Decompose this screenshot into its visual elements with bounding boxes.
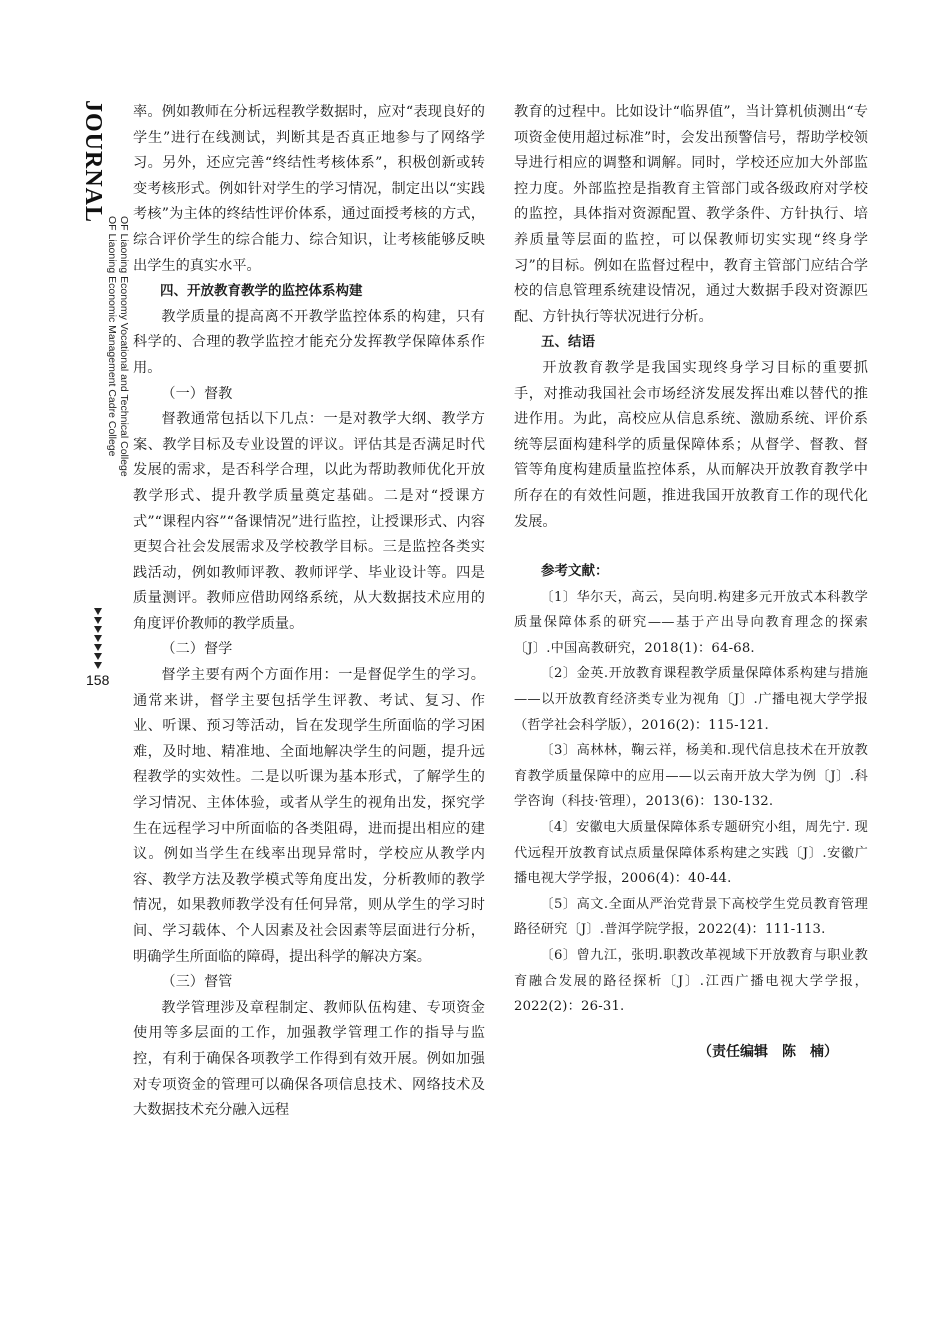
section-heading: 四、开放教育教学的监控体系构建	[160, 283, 363, 300]
subsection-heading: （一）督教	[161, 385, 233, 402]
paragraph: 教育的过程中。比如设计“临界值”，当计算机侦测出“专项资金使用超过标准”时，会发出预警信号，帮助学校领导进行相应的调整和调解。同时，学校还应加大外部监控力度。外部监控是指教育主管部门或各级政府对学校的监控，具体指对资源配置、教学条件、方针执行、培养质量等层面的监控，可以保教师切实实现“终身学习”的目标。例如在监督过程中，教育主管部门应结合学校的信息管理系统建设情况，通过大数据手段对资源匹配、方针执行等状况进行分析。	[514, 104, 868, 325]
journal-subtitle-line-2: OF Liaoning Economic Management Cadre College	[106, 216, 118, 457]
reference-item: 〔1〕华尔天，高云，吴向明.构建多元开放式本科教学质量保障体系的研究——基于产出导向教育理念的探索〔J〕.中国高教研究，2018(1)：64-68.	[514, 589, 868, 656]
journal-subtitle	[106, 216, 130, 477]
reference-item: 〔6〕曾九江，张明.职教改革视域下开放教育与职业教育融合发展的路径探析〔J〕.江西广播电视大学学报，2022(2)：26-31.	[514, 948, 868, 1015]
paragraph: 督学主要有两个方面作用：一是督促学生的学习。通常来讲，督学主要包括学生评教、考试、复习、作业、听课、预习等活动，旨在发现学生所面临的学习困难，及时地、精准地、全面地解决学生的问题，提升远程教学的实效性。二是以听课为基本形式，了解学生的学习情况、主体体验，或者从学生的视角出发，探究学生在远程学习中所面临的各类阻碍，进而提出相应的建议。例如当学生在线率出现异常时，学校应从教学内容、教学方法及教学模式等角度出发，分析教师的教学情况，如果教师教学没有任何异常，则从学生的学习时间、学习载体、个人因素及社会因素等层面进行分析，明确学生所面临的障碍，提出科学的解决方案。	[133, 667, 485, 965]
paragraph: 开放教育教学是我国实现终身学习目标的重要抓手，对推动我国社会市场经济发展发挥出难以替代的推进作用。为此，高校应从信息系统、激励系统、评价系统等层面构建科学的质量保障体系；从督学、督教、督管等角度构建质量监控体系，从而解决开放教育教学中所存在的有效性问题，推进我国开放教育工作的现代化发展。	[514, 359, 868, 530]
paragraph: 教学管理涉及章程制定、教师队伍构建、专项资金使用等多层面的工作，加强教学管理工作的指导与监控，有利于确保各项教学工作得到有效开展。例如加强对专项资金的管理可以确保各项信息技术、网络技术及大数据技术充分融入远程	[133, 999, 485, 1119]
arrow-decoration	[91, 608, 105, 671]
journal-title: JOURNAL	[80, 100, 106, 224]
journal-subtitle-line-1: OF Liaoning Economy Vocational and Technical College	[118, 216, 130, 477]
references-heading: 参考文献：	[541, 563, 609, 580]
reference-item: 〔5〕高文.全面从严治党背景下高校学生党员教育管理路径研究〔J〕.普洱学院学报，2022(4)：111-113.	[514, 896, 868, 938]
reference-item: 〔3〕高林林，鞠云祥，杨美和.现代信息技术在开放教育教学质量保障中的应用——以云南开放大学为例〔J〕.科学咨询（科技·管理），2013(6)：130-132.	[514, 743, 868, 810]
subsection-heading: （二）督学	[161, 641, 233, 658]
page-number: 158	[86, 672, 110, 688]
reference-item: 〔2〕金英.开放教育课程教学质量保障体系构建与措施——以开放教育经济类专业为视角〔J〕.广播电视大学学报（哲学社会科学版），2016(2)：115-121.	[514, 666, 868, 733]
left-column	[133, 100, 485, 1124]
subsection-heading: （三）督管	[161, 974, 233, 991]
right-column	[514, 100, 868, 1065]
section-heading: 五、结语	[541, 334, 595, 351]
paragraph: 督教通常包括以下几点：一是对教学大纲、教学方案、教学目标及专业设置的评议。评估其是否满足时代发展的需求，是否科学合理，以此为帮助教师优化开放教学形式、提升教学质量奠定基础。二是对“授课方式”“课程内容”“备课情况”进行监控，让授课形式、内容更契合社会发展需求及学校教学目标。三是监控各类实践活动，例如教师评教、教师评学、毕业设计等。四是质量测评。教师应借助网络系统，从大数据技术应用的角度评价教师的教学质量。	[133, 411, 485, 632]
paragraph: 教学质量的提高离不开教学监控体系的构建，只有科学的、合理的教学监控才能充分发挥教学保障体系作用。	[133, 308, 485, 376]
editor-credit: （责任编辑 陈 楠）	[698, 1043, 838, 1060]
paragraph: 率。例如教师在分析远程教学数据时，应对“表现良好的学生”进行在线测试，判断其是否真正地参与了网络学习。另外，还应完善“终结性考核体系”，积极创新或转变考核形式。例如针对学生的学习情况，制定出以“实践考核”为主体的终结性评价体系，通过面授考核的方式，综合评价学生的综合能力、综合知识，让考核能够反映出学生的真实水平。	[133, 104, 485, 274]
journal-sidebar	[80, 100, 130, 500]
reference-item: 〔4〕安徽电大质量保障体系专题研究小组，周先宁. 现代远程开放教育试点质量保障体系构建之实践〔J〕.安徽广播电视大学学报，2006(4)：40-44.	[514, 820, 868, 887]
